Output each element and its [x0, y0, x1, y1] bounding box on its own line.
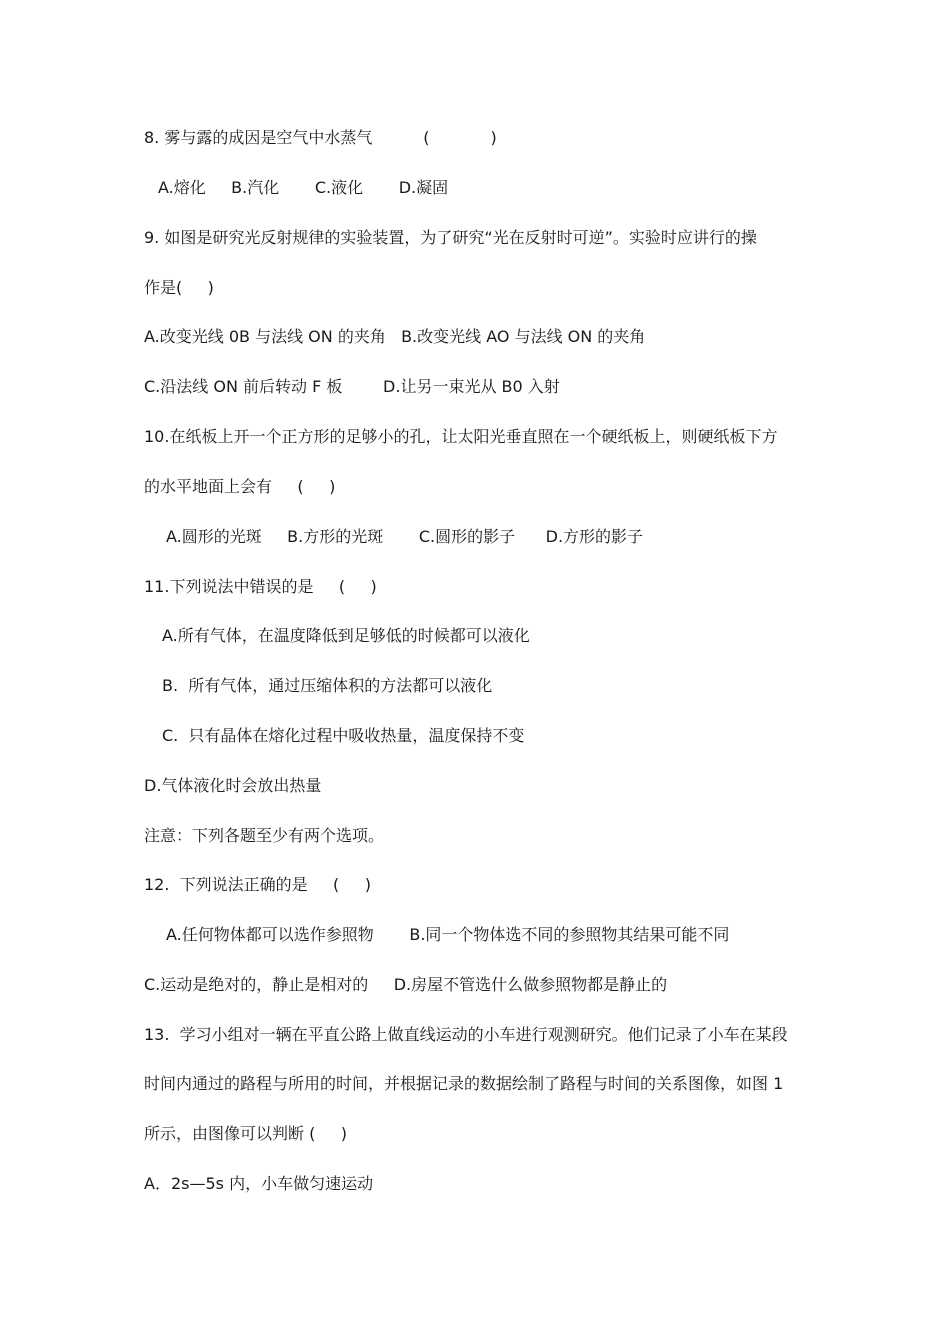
question-11-option-a: A.所有气体，在温度降低到足够低的时候都可以液化 [162, 626, 530, 645]
question-10-options: A.圆形的光斑 B.方形的光斑 C.圆形的影子 D.方形的影子 [166, 527, 644, 546]
question-13-stem-line-1: 13. 学习小组对一辆在平直公路上做直线运动的小车进行观测研究。他们记录了小车在某段 [144, 1025, 788, 1044]
question-8-options: A.熔化 B.汽化 C.液化 D.凝固 [158, 178, 449, 197]
question-9-stem-line-2: 作是( ) [144, 278, 214, 297]
question-13-option-a: A．2s—5s 内，小车做匀速运动 [144, 1174, 374, 1193]
question-11-option-c: C. 只有晶体在熔化过程中吸收热量，温度保持不变 [162, 726, 525, 745]
question-9-options-cd: C.沿法线 ON 前后转动 F 板 D.让另一束光从 B0 入射 [144, 377, 560, 396]
question-9-stem-line-1: 9. 如图是研究光反射规律的实验装置，为了研究“光在反射时可逆”。实验时应讲行的操 [144, 228, 757, 247]
question-11-option-d: D.气体液化时会放出热量 [144, 776, 322, 795]
question-10-stem-line-2: 的水平地面上会有 ( ) [144, 477, 336, 496]
question-11-option-b: B. 所有气体，通过压缩体积的方法都可以液化 [162, 676, 493, 695]
multi-choice-note: 注意：下列各题至少有两个选项。 [144, 826, 385, 845]
question-12-options-ab: A.任何物体都可以选作参照物 B.同一个物体选不同的参照物其结果可能不同 [166, 925, 730, 944]
question-13-stem-line-3: 所示，由图像可以判断 ( ) [144, 1124, 348, 1143]
question-11-stem: 11.下列说法中错误的是 ( ) [144, 577, 377, 596]
question-12-stem: 12. 下列说法正确的是 ( ) [144, 875, 371, 894]
question-9-options-ab: A.改变光线 0B 与法线 ON 的夹角 B.改变光线 AO 与法线 ON 的夹角 [144, 327, 646, 346]
question-8-stem: 8. 雾与露的成因是空气中水蒸气 ( ) [144, 128, 497, 147]
question-10-stem-line-1: 10.在纸板上开一个正方形的足够小的孔，让太阳光垂直照在一个硬纸板上，则硬纸板下方 [144, 427, 778, 446]
question-12-options-cd: C.运动是绝对的，静止是相对的 D.房屋不管选什么做参照物都是静止的 [144, 975, 668, 994]
question-13-stem-line-2: 时间内通过的路程与所用的时间，并根据记录的数据绘制了路程与时间的关系图像，如图 1 [144, 1074, 784, 1093]
